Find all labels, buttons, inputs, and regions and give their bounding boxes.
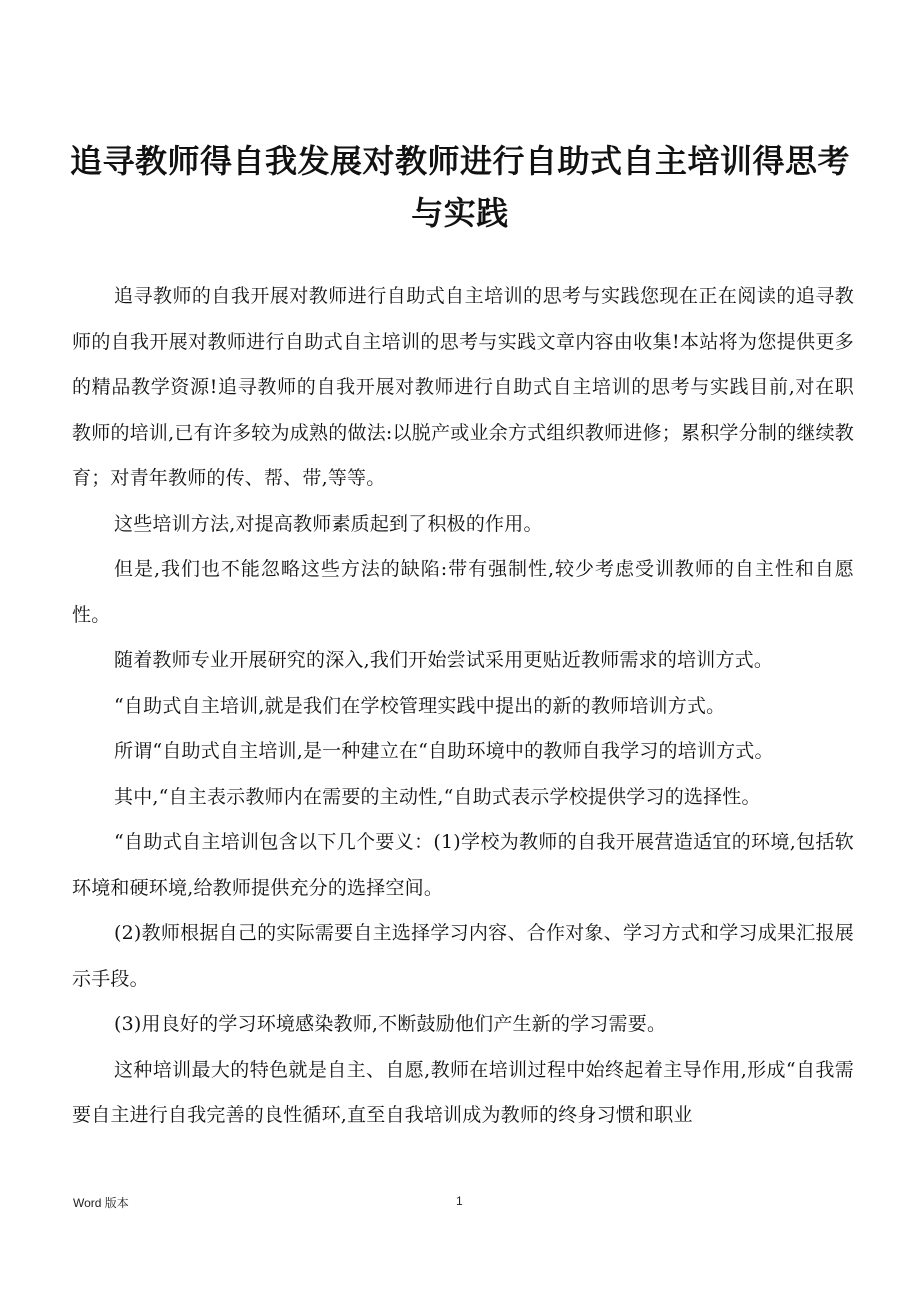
document-title: 追寻教师得自我发展对教师进行自助式自主培训得思考与实践 — [70, 142, 851, 232]
page-footer — [0, 1194, 920, 1214]
paragraph: 其中,“自主表示教师内在需要的主动性,“自助式表示学校提供学习的选择性。 — [114, 785, 761, 808]
paragraph: 随着教师专业开展研究的深入,我们开始尝试采用更贴近教师需求的培训方式。 — [114, 649, 774, 671]
paragraph: “自助式自主培训包含以下几个要义：(1)学校为教师的自我开展营造适宜的环境,包括软环境和硬环境,给教师提供充分的选择空间。 — [72, 831, 854, 899]
paragraph: “自助式自主培训,就是我们在学校管理实践中提出的新的教师培训方式。 — [114, 694, 726, 717]
paragraph: (3)用良好的学习环境感染教师,不断鼓励他们产生新的学习需要。 — [114, 1013, 667, 1035]
paragraph: 所谓“自助式自主培训,是一种建立在“自助环境中的教师自我学习的培训方式。 — [114, 740, 774, 762]
page-number: 1 — [456, 1194, 463, 1208]
paragraph: (2)教师根据自己的实际需要自主选择学习内容、合作对象、学习方式和学习成果汇报展示手段。 — [72, 922, 854, 990]
footer-label: Word 版本 — [73, 1196, 129, 1210]
paragraph: 这种培训最大的特色就是自主、自愿,教师在培训过程中始终起着主导作用,形成“自我需要自主进行自我完善的良性循环,直至自我培训成为教师的终身习惯和职业 — [72, 1058, 854, 1126]
paragraph: 追寻教师的自我开展对教师进行自助式自主培训的思考与实践您现在正在阅读的追寻教师的自我开展对教师进行自助式自主培训的思考与实践文章内容由收集!本站将为您提供更多的精品教学资源!追寻教师的自我开展对教师进行自助式自主培训的思考与实践目前,对在职教师的培训,已有许多较为成熟的做法:以脱产或业余方式组织教师进修；累积学分制的继续教育；对青年教师的传、帮、带,等等。 — [72, 285, 854, 489]
paragraph: 但是,我们也不能忽略这些方法的缺陷:带有强制性,较少考虑受训教师的自主性和自愿性。 — [72, 558, 854, 626]
paragraph: 这些培训方法,对提高教师素质起到了积极的作用。 — [114, 512, 543, 535]
document-body — [72, 274, 854, 1139]
